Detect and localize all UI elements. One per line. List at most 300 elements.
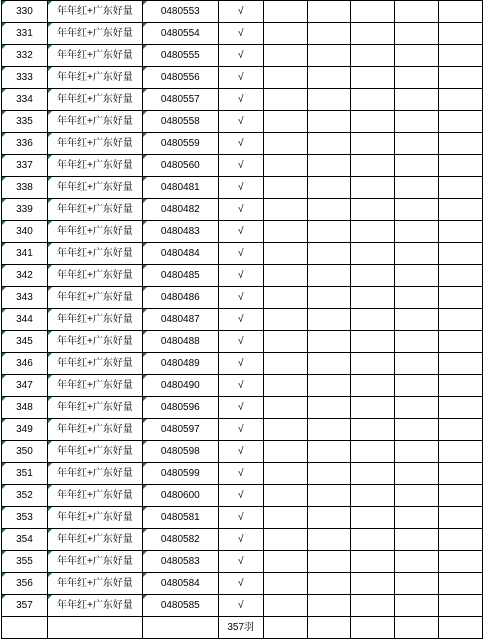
checkmark-cell[interactable] [218,353,263,375]
empty-cell[interactable] [307,573,351,595]
ring-code-cell-text: 0480490 [160,379,200,391]
empty-cell[interactable] [395,375,439,397]
row-number-cell[interactable] [2,265,48,287]
empty-cell[interactable] [395,463,439,485]
empty-cell[interactable] [395,353,439,375]
row-number-cell[interactable] [2,309,48,331]
row-number-cell-text: 332 [16,49,33,61]
row-number-cell[interactable] [2,397,48,419]
empty-cell[interactable] [263,111,307,133]
variety-cell[interactable] [47,1,142,23]
empty-cell[interactable] [307,375,351,397]
ring-code-cell[interactable] [142,331,218,353]
row-number-cell[interactable] [2,507,48,529]
ring-code-cell[interactable] [142,243,218,265]
empty-cell[interactable] [351,243,395,265]
empty-cell[interactable] [307,199,351,221]
empty-cell[interactable] [395,221,439,243]
row-number-cell[interactable] [2,485,48,507]
ring-code-cell[interactable] [142,265,218,287]
empty-cell[interactable] [439,397,483,419]
total-cell[interactable] [218,617,263,639]
checkmark-cell[interactable] [218,529,263,551]
empty-cell[interactable] [439,133,483,155]
cell-indicator-icon [48,331,52,335]
table-row [2,89,483,111]
empty-cell[interactable] [439,67,483,89]
empty-cell[interactable] [263,221,307,243]
variety-cell[interactable] [47,375,142,397]
row-number-cell-text: 346 [16,357,33,369]
empty-cell[interactable] [263,199,307,221]
empty-cell[interactable] [263,287,307,309]
empty-cell[interactable] [395,155,439,177]
empty-cell[interactable] [395,507,439,529]
checkmark-cell[interactable] [218,111,263,133]
empty-cell[interactable] [395,419,439,441]
empty-cell[interactable] [307,111,351,133]
empty-cell[interactable] [351,551,395,573]
variety-cell[interactable] [47,551,142,573]
row-number-cell[interactable] [2,287,48,309]
empty-cell[interactable] [351,529,395,551]
empty-cell[interactable] [263,419,307,441]
empty-cell[interactable] [395,67,439,89]
ring-code-cell[interactable] [142,155,218,177]
empty-cell[interactable] [395,573,439,595]
empty-cell[interactable] [307,1,351,23]
row-number-cell[interactable] [2,111,48,133]
variety-cell[interactable] [47,419,142,441]
empty-cell[interactable] [439,111,483,133]
table-row [2,441,483,463]
empty-cell[interactable] [439,45,483,67]
ring-code-cell[interactable] [142,595,218,617]
empty-cell[interactable] [307,617,351,639]
ring-code-cell-text: 0480598 [160,445,200,457]
empty-cell[interactable] [439,309,483,331]
checkmark-cell[interactable] [218,331,263,353]
empty-cell[interactable] [47,617,142,639]
empty-cell[interactable] [395,23,439,45]
variety-cell[interactable] [47,595,142,617]
checkmark-cell[interactable] [218,595,263,617]
empty-cell[interactable] [351,397,395,419]
empty-cell[interactable] [263,375,307,397]
empty-cell[interactable] [263,23,307,45]
cell-indicator-icon [48,133,52,137]
ring-code-cell[interactable] [142,397,218,419]
variety-cell[interactable] [47,309,142,331]
empty-cell[interactable] [263,155,307,177]
row-number-cell[interactable] [2,23,48,45]
variety-cell[interactable] [47,287,142,309]
empty-cell[interactable] [439,155,483,177]
checkmark-cell[interactable] [218,243,263,265]
empty-cell[interactable] [395,265,439,287]
checkmark-cell[interactable] [218,507,263,529]
empty-cell[interactable] [263,353,307,375]
empty-cell[interactable] [439,353,483,375]
ring-code-cell[interactable] [142,441,218,463]
checkmark-cell[interactable] [218,485,263,507]
ring-code-cell[interactable] [142,221,218,243]
ring-code-cell[interactable] [142,133,218,155]
cell-indicator-icon [48,45,52,49]
empty-cell[interactable] [307,265,351,287]
row-number-cell[interactable] [2,199,48,221]
row-number-cell-text: 335 [16,115,33,127]
checkmark-cell[interactable] [218,265,263,287]
empty-cell[interactable] [351,485,395,507]
ring-code-cell[interactable] [142,1,218,23]
cell-indicator-icon [2,551,6,555]
ring-code-cell-text: 0480558 [160,115,200,127]
empty-cell[interactable] [439,1,483,23]
row-number-cell[interactable] [2,595,48,617]
cell-indicator-icon [2,155,6,159]
row-number-cell[interactable] [2,133,48,155]
ring-code-cell[interactable] [142,529,218,551]
empty-cell[interactable] [351,331,395,353]
empty-cell[interactable] [263,595,307,617]
ring-code-cell[interactable] [142,353,218,375]
empty-cell[interactable] [263,177,307,199]
empty-cell[interactable] [351,287,395,309]
empty-cell[interactable] [263,573,307,595]
ring-code-cell[interactable] [142,177,218,199]
variety-cell[interactable] [47,331,142,353]
empty-cell[interactable] [307,441,351,463]
table-row [2,397,483,419]
ring-code-cell[interactable] [142,111,218,133]
empty-cell[interactable] [263,45,307,67]
empty-cell[interactable] [395,199,439,221]
variety-cell[interactable] [47,199,142,221]
empty-cell[interactable] [395,617,439,639]
row-number-cell-text: 344 [16,313,33,325]
row-number-cell[interactable] [2,177,48,199]
empty-cell[interactable] [395,243,439,265]
row-number-cell[interactable] [2,155,48,177]
checkmark-cell[interactable] [218,155,263,177]
empty-cell[interactable] [263,1,307,23]
empty-cell[interactable] [439,617,483,639]
empty-cell[interactable] [351,221,395,243]
empty-cell[interactable] [263,441,307,463]
row-number-cell[interactable] [2,573,48,595]
empty-cell[interactable] [263,133,307,155]
row-number-cell[interactable] [2,529,48,551]
cell-indicator-icon [2,221,6,225]
empty-cell[interactable] [395,177,439,199]
empty-cell[interactable] [351,177,395,199]
empty-cell[interactable] [263,309,307,331]
cell-indicator-icon [2,287,6,291]
empty-cell[interactable] [439,375,483,397]
variety-cell[interactable] [47,441,142,463]
empty-cell[interactable] [439,595,483,617]
empty-cell[interactable] [263,485,307,507]
empty-cell[interactable] [351,23,395,45]
empty-cell[interactable] [395,551,439,573]
empty-cell[interactable] [263,551,307,573]
empty-cell[interactable] [439,485,483,507]
empty-cell[interactable] [307,67,351,89]
cell-indicator-icon [2,397,6,401]
empty-cell[interactable] [439,441,483,463]
empty-cell[interactable] [307,45,351,67]
variety-cell[interactable] [47,23,142,45]
ring-code-cell[interactable] [142,309,218,331]
cell-indicator-icon [48,397,52,401]
row-number-cell[interactable] [2,331,48,353]
ring-code-cell[interactable] [142,67,218,89]
empty-cell[interactable] [351,199,395,221]
cell-indicator-icon [2,199,6,203]
empty-cell[interactable] [395,485,439,507]
empty-cell[interactable] [395,45,439,67]
empty-cell[interactable] [307,485,351,507]
empty-cell[interactable] [351,309,395,331]
empty-cell[interactable] [307,397,351,419]
variety-cell[interactable] [47,155,142,177]
empty-cell[interactable] [351,419,395,441]
row-number-cell-text: 331 [16,27,33,39]
variety-cell[interactable] [47,463,142,485]
row-number-cell[interactable] [2,463,48,485]
checkmark-cell[interactable] [218,573,263,595]
variety-cell[interactable] [47,573,142,595]
empty-cell[interactable] [395,529,439,551]
empty-cell[interactable] [351,89,395,111]
empty-cell[interactable] [439,529,483,551]
cell-indicator-icon [143,45,147,49]
empty-cell[interactable] [439,287,483,309]
empty-cell[interactable] [351,111,395,133]
checkmark-cell[interactable] [218,287,263,309]
empty-cell[interactable] [351,441,395,463]
empty-cell[interactable] [2,617,48,639]
empty-cell[interactable] [263,507,307,529]
empty-cell[interactable] [307,551,351,573]
empty-cell[interactable] [395,309,439,331]
checkmark-cell[interactable] [218,309,263,331]
variety-cell[interactable] [47,45,142,67]
variety-cell[interactable] [47,529,142,551]
empty-cell[interactable] [351,1,395,23]
empty-cell[interactable] [307,309,351,331]
table-row [2,507,483,529]
empty-cell[interactable] [351,67,395,89]
row-number-cell[interactable] [2,353,48,375]
empty-cell[interactable] [351,375,395,397]
empty-cell[interactable] [307,243,351,265]
empty-cell[interactable] [395,89,439,111]
variety-cell[interactable] [47,67,142,89]
ring-code-cell[interactable] [142,199,218,221]
checkmark-cell[interactable] [218,375,263,397]
empty-cell[interactable] [307,419,351,441]
variety-cell[interactable] [47,397,142,419]
row-number-cell[interactable] [2,441,48,463]
ring-code-cell[interactable] [142,419,218,441]
ring-code-cell[interactable] [142,375,218,397]
empty-cell[interactable] [307,287,351,309]
empty-cell[interactable] [439,221,483,243]
variety-cell[interactable] [47,265,142,287]
empty-cell[interactable] [439,23,483,45]
cell-indicator-icon [143,221,147,225]
empty-cell[interactable] [351,155,395,177]
empty-cell[interactable] [351,617,395,639]
cell-indicator-icon [48,353,52,357]
checkmark-cell[interactable] [218,463,263,485]
variety-cell[interactable] [47,353,142,375]
checkmark-cell[interactable] [218,221,263,243]
ring-code-cell[interactable] [142,463,218,485]
row-number-cell[interactable] [2,67,48,89]
variety-cell[interactable] [47,507,142,529]
empty-cell[interactable] [263,617,307,639]
cell-indicator-icon [48,177,52,181]
variety-cell[interactable] [47,89,142,111]
checkmark-cell[interactable] [218,23,263,45]
empty-cell[interactable] [395,111,439,133]
empty-cell[interactable] [439,463,483,485]
empty-cell[interactable] [307,353,351,375]
empty-cell[interactable] [351,507,395,529]
empty-cell[interactable] [395,397,439,419]
empty-cell[interactable] [439,507,483,529]
empty-cell[interactable] [307,331,351,353]
empty-cell[interactable] [307,23,351,45]
cell-indicator-icon [2,243,6,247]
empty-cell[interactable] [307,177,351,199]
ring-code-cell[interactable] [142,23,218,45]
checkmark-cell-text: √ [237,115,244,127]
ring-code-cell[interactable] [142,45,218,67]
empty-cell[interactable] [263,265,307,287]
empty-cell[interactable] [351,45,395,67]
checkmark-cell-text: √ [237,71,244,83]
variety-cell[interactable] [47,243,142,265]
ring-code-cell-text: 0480555 [160,49,200,61]
ring-code-cell[interactable] [142,485,218,507]
variety-cell[interactable] [47,111,142,133]
empty-cell[interactable] [351,595,395,617]
empty-cell[interactable] [439,265,483,287]
checkmark-cell-text: √ [237,401,244,413]
table-row [2,573,483,595]
row-number-cell[interactable] [2,45,48,67]
empty-cell[interactable] [263,463,307,485]
row-number-cell[interactable] [2,375,48,397]
variety-cell[interactable] [47,221,142,243]
table-row [2,419,483,441]
empty-cell[interactable] [439,573,483,595]
checkmark-cell[interactable] [218,419,263,441]
row-number-cell[interactable] [2,1,48,23]
checkmark-cell[interactable] [218,133,263,155]
empty-cell[interactable] [395,595,439,617]
empty-cell[interactable] [351,265,395,287]
row-number-cell[interactable] [2,243,48,265]
ring-code-cell[interactable] [142,89,218,111]
empty-cell[interactable] [307,595,351,617]
row-number-cell[interactable] [2,551,48,573]
checkmark-cell[interactable] [218,397,263,419]
table-row [2,45,483,67]
empty-cell[interactable] [395,287,439,309]
empty-cell[interactable] [307,507,351,529]
variety-cell[interactable] [47,177,142,199]
ring-code-cell[interactable] [142,287,218,309]
ring-code-cell[interactable] [142,551,218,573]
checkmark-cell[interactable] [218,551,263,573]
empty-cell[interactable] [351,133,395,155]
empty-cell[interactable] [307,133,351,155]
cell-indicator-icon [143,551,147,555]
table-row [2,309,483,331]
checkmark-cell[interactable] [218,1,263,23]
empty-cell[interactable] [439,551,483,573]
empty-cell[interactable] [263,529,307,551]
variety-cell[interactable] [47,485,142,507]
empty-cell[interactable] [307,529,351,551]
checkmark-cell[interactable] [218,177,263,199]
empty-cell[interactable] [307,221,351,243]
empty-cell[interactable] [395,133,439,155]
checkmark-cell[interactable] [218,199,263,221]
empty-cell[interactable] [307,463,351,485]
empty-cell[interactable] [263,397,307,419]
empty-cell[interactable] [351,463,395,485]
empty-cell[interactable] [263,331,307,353]
empty-cell[interactable] [439,419,483,441]
empty-cell[interactable] [142,617,218,639]
empty-cell[interactable] [439,331,483,353]
empty-cell[interactable] [307,89,351,111]
row-number-cell[interactable] [2,89,48,111]
checkmark-cell[interactable] [218,441,263,463]
ring-code-cell[interactable] [142,507,218,529]
empty-cell[interactable] [439,89,483,111]
empty-cell[interactable] [263,89,307,111]
row-number-cell[interactable] [2,419,48,441]
empty-cell[interactable] [439,199,483,221]
checkmark-cell[interactable] [218,67,263,89]
cell-indicator-icon [143,595,147,599]
empty-cell[interactable] [351,573,395,595]
empty-cell[interactable] [351,353,395,375]
empty-cell[interactable] [307,155,351,177]
ring-code-cell[interactable] [142,573,218,595]
table-row [2,353,483,375]
checkmark-cell[interactable] [218,89,263,111]
cell-indicator-icon [48,595,52,599]
empty-cell[interactable] [263,243,307,265]
checkmark-cell[interactable] [218,45,263,67]
empty-cell[interactable] [263,67,307,89]
variety-cell[interactable] [47,133,142,155]
empty-cell[interactable] [395,1,439,23]
row-number-cell[interactable] [2,221,48,243]
empty-cell[interactable] [395,331,439,353]
empty-cell[interactable] [439,243,483,265]
empty-cell[interactable] [395,441,439,463]
empty-cell[interactable] [439,177,483,199]
